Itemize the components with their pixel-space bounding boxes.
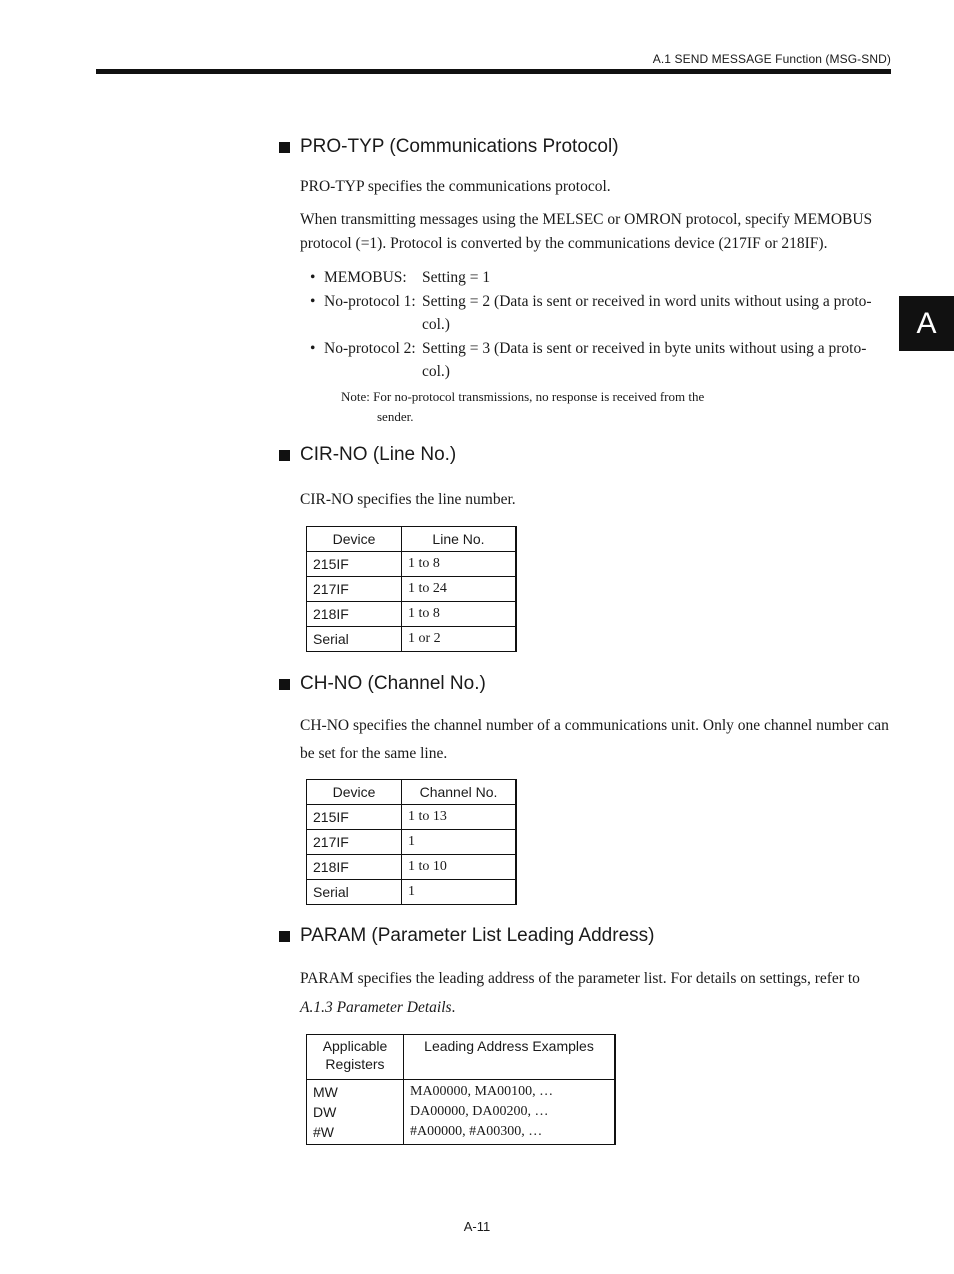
square-bullet-icon [279,679,290,690]
register-hash-w: #W [313,1124,334,1140]
square-bullet-icon [279,931,290,942]
table-cell-device: 215IF [307,805,402,830]
section-heading-pro-typ [279,136,619,158]
section-heading-param [279,925,654,947]
table-header-row [307,780,517,805]
param-description-text: PARAM specifies the leading address of the parameter list. For details on settings, refer to [300,970,860,987]
pro-typ-description: When transmitting messages using the MELSEC or OMRON protocol, specify MEMOBUS protocol (=1). Protocol is converted by the communications device (217IF or 218IF). [300,211,873,252]
table-row [307,830,517,855]
register-mw: MW [313,1084,338,1100]
list-item [310,337,900,383]
section-heading-ch-no [279,673,486,695]
list-item [310,266,900,289]
page-number: A-11 [463,1219,491,1234]
table-row [307,880,517,905]
section-heading-cir-no [279,444,456,466]
table-cell-device: 218IF [307,602,402,627]
list-item-description: Setting = 2 (Data is sent or received in word units without using a proto-col.) [422,293,872,333]
table-row [307,552,517,577]
note-text-line2: sender. [377,409,414,424]
table-header-registers: Applicable Registers [307,1035,404,1080]
register-dw: DW [313,1104,337,1120]
section-heading-text: PARAM (Parameter List Leading Address) [300,925,655,946]
table-header-row [307,527,517,552]
note-label: Note: [341,389,370,404]
square-bullet-icon [279,450,290,461]
chapter-tab: A [899,296,954,351]
table-row [307,805,517,830]
table-cell-value: 1 [402,880,517,905]
bullet-dot-icon: • [310,293,316,310]
pro-typ-intro: PRO-TYP specifies the communications protocol. [300,178,611,195]
section-heading-text: CH-NO (Channel No.) [300,673,486,694]
table-header-device: Device [307,780,402,805]
channel-number-table [306,779,517,905]
table-cell-examples [404,1080,616,1145]
table-cell-device: 215IF [307,552,402,577]
square-bullet-icon [279,142,290,153]
table-cell-device: 217IF [307,830,402,855]
table-cell-value: 1 to 10 [402,855,517,880]
table-row [307,602,517,627]
table-row [307,1080,616,1145]
table-header-device: Device [307,527,402,552]
example-dw: DA00000, DA00200, … [410,1104,549,1119]
table-cell-value: 1 to 13 [402,805,517,830]
table-cell-value: 1 to 8 [402,602,517,627]
line-number-table [306,526,517,652]
table-header-channel-no: Channel No. [402,780,517,805]
parameter-details-reference: A.1.3 Parameter Details [300,999,452,1016]
param-description [300,964,892,1022]
note-text-line1: For no-protocol transmissions, no response is received from the [373,389,705,404]
table-cell-device: 218IF [307,855,402,880]
list-item-description: Setting = 3 (Data is sent or received in byte units without using a proto-col.) [422,340,867,380]
table-row [307,577,517,602]
section-heading-text: CIR-NO (Line No.) [300,444,457,465]
list-item-description: Setting = 1 [422,269,491,286]
table-cell-device: Serial [307,880,402,905]
bullet-dot-icon: • [310,269,316,286]
example-hash-w: #A00000, #A00300, … [410,1124,543,1139]
table-header-row [307,1035,616,1080]
table-cell-value: 1 to 24 [402,577,517,602]
note [341,387,761,427]
list-item-term: MEMOBUS: [324,269,407,286]
list-item [310,290,900,336]
table-cell-registers [307,1080,404,1145]
table-cell-device: 217IF [307,577,402,602]
leading-address-table [306,1034,616,1145]
example-mw: MA00000, MA00100, … [410,1084,554,1099]
bullet-dot-icon: • [310,340,316,357]
section-heading-text: PRO-TYP (Communications Protocol) [300,136,619,157]
table-cell-value: 1 [402,830,517,855]
protocol-setting-list [310,266,900,384]
cir-no-description: CIR-NO specifies the line number. [300,491,516,508]
list-item-term: No-protocol 2: [324,340,416,357]
table-header-line-no: Line No. [402,527,517,552]
table-cell-value: 1 to 8 [402,552,517,577]
table-row [307,855,517,880]
running-header: A.1 SEND MESSAGE Function (MSG-SND) [652,52,891,66]
table-header-examples: Leading Address Examples [404,1035,616,1080]
ch-no-description: CH-NO specifies the channel number of a communications unit. Only one channel number can be set for the same line. [300,717,889,762]
table-cell-value: 1 or 2 [402,627,517,652]
header-rule [96,69,891,74]
table-row [307,627,517,652]
table-cell-device: Serial [307,627,402,652]
list-item-term: No-protocol 1: [324,293,416,310]
param-description-end: . [451,999,456,1016]
